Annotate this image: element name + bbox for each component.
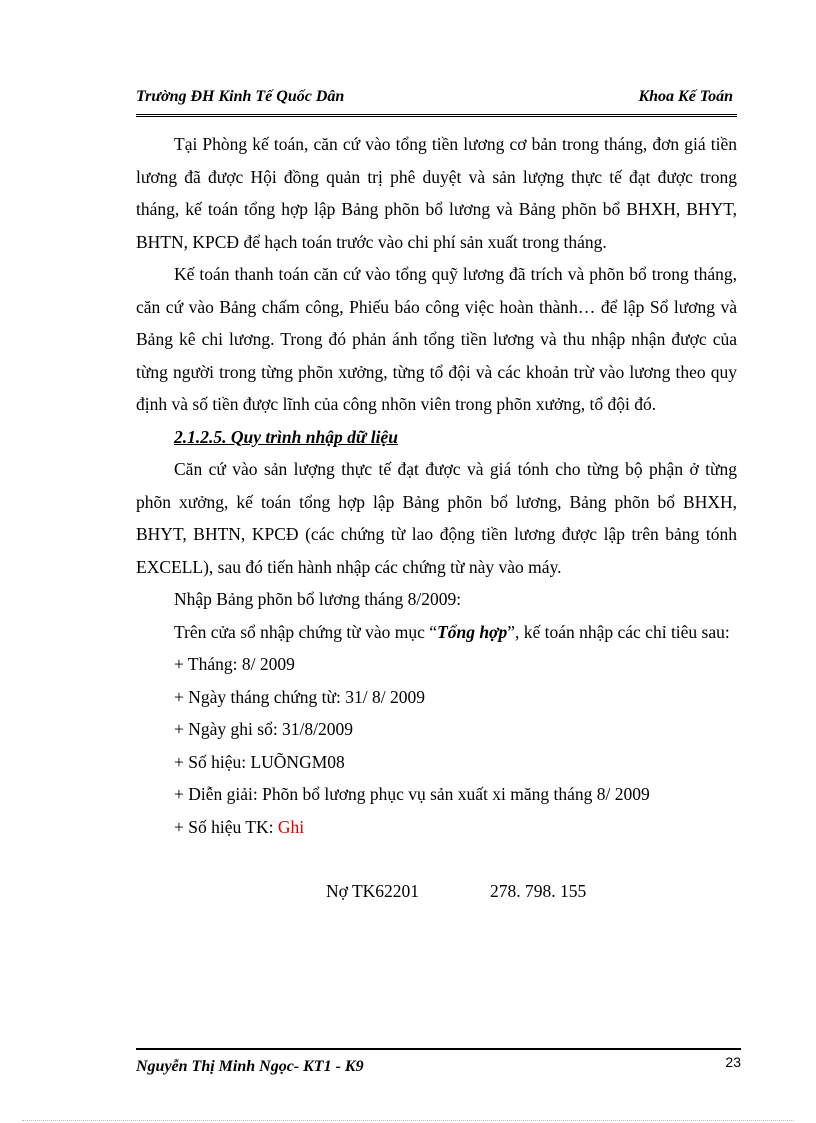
list-item-description: + Diễn giải: Phõn bổ lương phục vụ sản xuất xi măng tháng 8/ 2009 xyxy=(174,784,650,804)
header-faculty: Khoa Kế Toán xyxy=(638,88,733,105)
paragraph-5 xyxy=(136,616,737,649)
paragraph-5-before: Trên cửa sổ nhập chứng từ vào mục “ xyxy=(174,621,438,642)
paragraph-5-after: ”, kế toán nhập các chỉ tiêu sau: xyxy=(507,621,730,642)
list-item-month: + Tháng: 8/ 2009 xyxy=(174,654,295,674)
page-content xyxy=(136,128,737,925)
list-item-account xyxy=(136,811,737,844)
header-university: Trường ĐH Kinh Tế Quốc Dân xyxy=(136,88,345,105)
page-number: 23 xyxy=(725,1054,741,1070)
footer-author: Nguyễn Thị Minh Ngọc- KT1 - K9 xyxy=(136,1058,364,1075)
account-label: + Số hiệu TK: xyxy=(174,816,278,837)
page-header xyxy=(136,86,737,117)
journal-entry xyxy=(136,875,737,908)
list-item-voucher-number: + Số hiệu: LUÕNGM08 xyxy=(174,751,345,772)
paragraph-4: Nhập Bảng phõn bổ lương tháng 8/2009: xyxy=(174,589,462,609)
list-item-posting-date: + Ngày ghi sổ: 31/8/2009 xyxy=(174,719,354,739)
paragraph-5-emphasis: Tổng hợp xyxy=(437,621,508,642)
account-red-text: Ghi xyxy=(277,816,305,837)
list-item-voucher-date: + Ngày tháng chứng từ: 31/ 8/ 2009 xyxy=(174,686,425,707)
page-edge-divider xyxy=(22,1120,794,1121)
entry-amount: 278. 798. 155 xyxy=(490,881,587,901)
paragraph-3: Căn cứ vào sản lượng thực tế đạt được và giá tónh cho từng bộ phận ở từng phõn xưởng, kế toán tổng hợp lập Bảng phõn bổ lương, Bảng phõn bổ BHXH, BHYT, BHTN, KPCĐ (các chứng từ lao động tiền lương được lập trên bảng tónh EXCELL), sau đó tiến hành nhập các chứng từ này vào máy. xyxy=(136,459,737,577)
paragraph-1: Tại Phòng kế toán, căn cứ vào tổng tiền lương cơ bản trong tháng, đơn giá tiền lương đã được Hội đồng quản trị phê duyệt và sản lượng thực tế đạt được trong tháng, kế toán tổng hợp lập Bảng phõn bổ lương và Bảng phõn bổ BHXH, BHYT, BHTN, KPCĐ để hạch toán trước vào chi phí sản xuất trong tháng. xyxy=(136,134,737,252)
paragraph-2: Kế toán thanh toán căn cứ vào tổng quỹ lương đã trích và phõn bổ trong tháng, căn cứ vào Bảng chấm công, Phiếu báo công việc hoàn thành… để lập Sổ lương và Bảng kê chi lương. Trong đó phản ánh tổng tiền lương và thu nhập nhận được của từng người trong từng phõn xưởng, từng tổ đội và các khoản trừ vào lương theo quy định và số tiền được lĩnh của công nhõn viên trong phõn xưởng, tổ đội đó. xyxy=(136,264,737,414)
page-footer xyxy=(136,1048,741,1075)
entry-account: Nợ TK62201 xyxy=(326,881,420,901)
section-title: 2.1.2.5. Quy trình nhập dữ liệu xyxy=(174,426,398,447)
